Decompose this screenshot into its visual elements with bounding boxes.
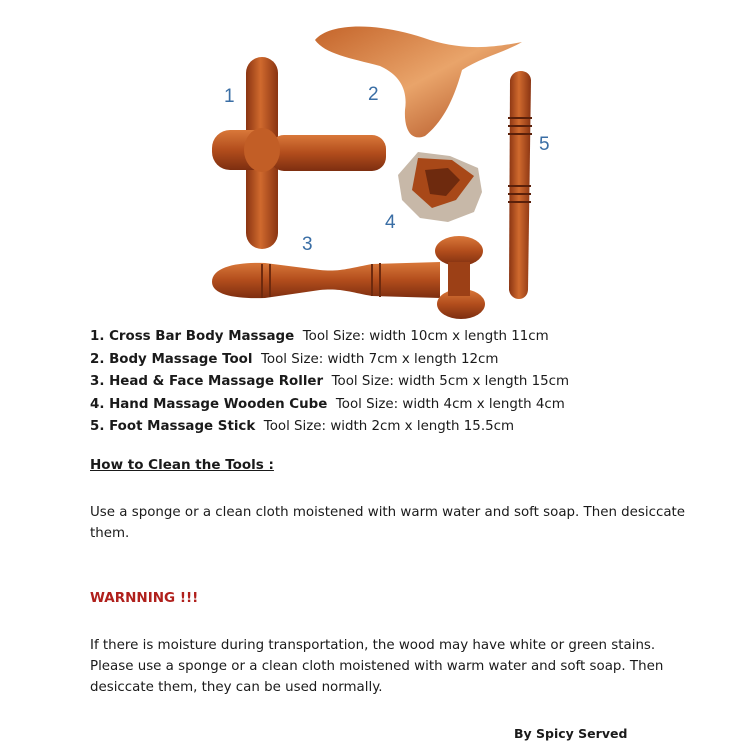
tool-name: 5. Foot Massage Stick xyxy=(90,419,256,435)
warning-label: WARNNING !!! xyxy=(90,590,199,606)
fin-massage-tool-image xyxy=(315,27,522,138)
tool-size: Tool Size: width 2cm x length 15.5cm xyxy=(263,419,515,435)
tool-spec-row xyxy=(90,349,730,372)
tool-spec-row xyxy=(90,416,730,439)
clean-instructions: Use a sponge or a clean cloth moistened with warm water and soft soap. Then desiccate them. xyxy=(90,505,686,541)
warning-text: If there is moisture during transportation, the wood may have white or green stains. Please use a sponge or a clean cloth moistened with warm water and soft soap. Then desiccate them, they can be used normally. xyxy=(90,638,664,695)
tool-name: 4. Hand Massage Wooden Cube xyxy=(90,396,328,412)
tool-number-3: 3 xyxy=(302,234,313,255)
foot-stick-tool-image xyxy=(508,71,532,299)
face-roller-tool-image xyxy=(212,236,485,319)
tool-number-2: 2 xyxy=(368,84,379,105)
brand-credit: By Spicy Served xyxy=(514,726,628,741)
tool-number-4: 4 xyxy=(385,212,396,233)
wooden-cube-tool-image xyxy=(398,152,482,222)
tool-spec-list xyxy=(90,326,730,439)
tool-number-1: 1 xyxy=(224,86,235,107)
tool-number-5: 5 xyxy=(539,134,550,155)
tool-size: Tool Size: width 4cm x length 4cm xyxy=(335,396,565,412)
tool-spec-row xyxy=(90,326,730,349)
product-illustration xyxy=(0,0,750,320)
tool-name: 1. Cross Bar Body Massage xyxy=(90,329,295,344)
tool-spec-row xyxy=(90,371,730,394)
tool-name: 3. Head & Face Massage Roller xyxy=(90,374,324,390)
tool-size: Tool Size: width 7cm x length 12cm xyxy=(260,351,499,367)
tool-name: 2. Body Massage Tool xyxy=(90,351,253,367)
tool-spec-row xyxy=(90,394,730,417)
tool-size: Tool Size: width 5cm x length 15cm xyxy=(331,374,570,390)
clean-heading: How to Clean the Tools : xyxy=(90,457,274,473)
cross-bar-tool-image xyxy=(212,57,386,249)
tool-size: Tool Size: width 10cm x length 11cm xyxy=(302,329,549,344)
